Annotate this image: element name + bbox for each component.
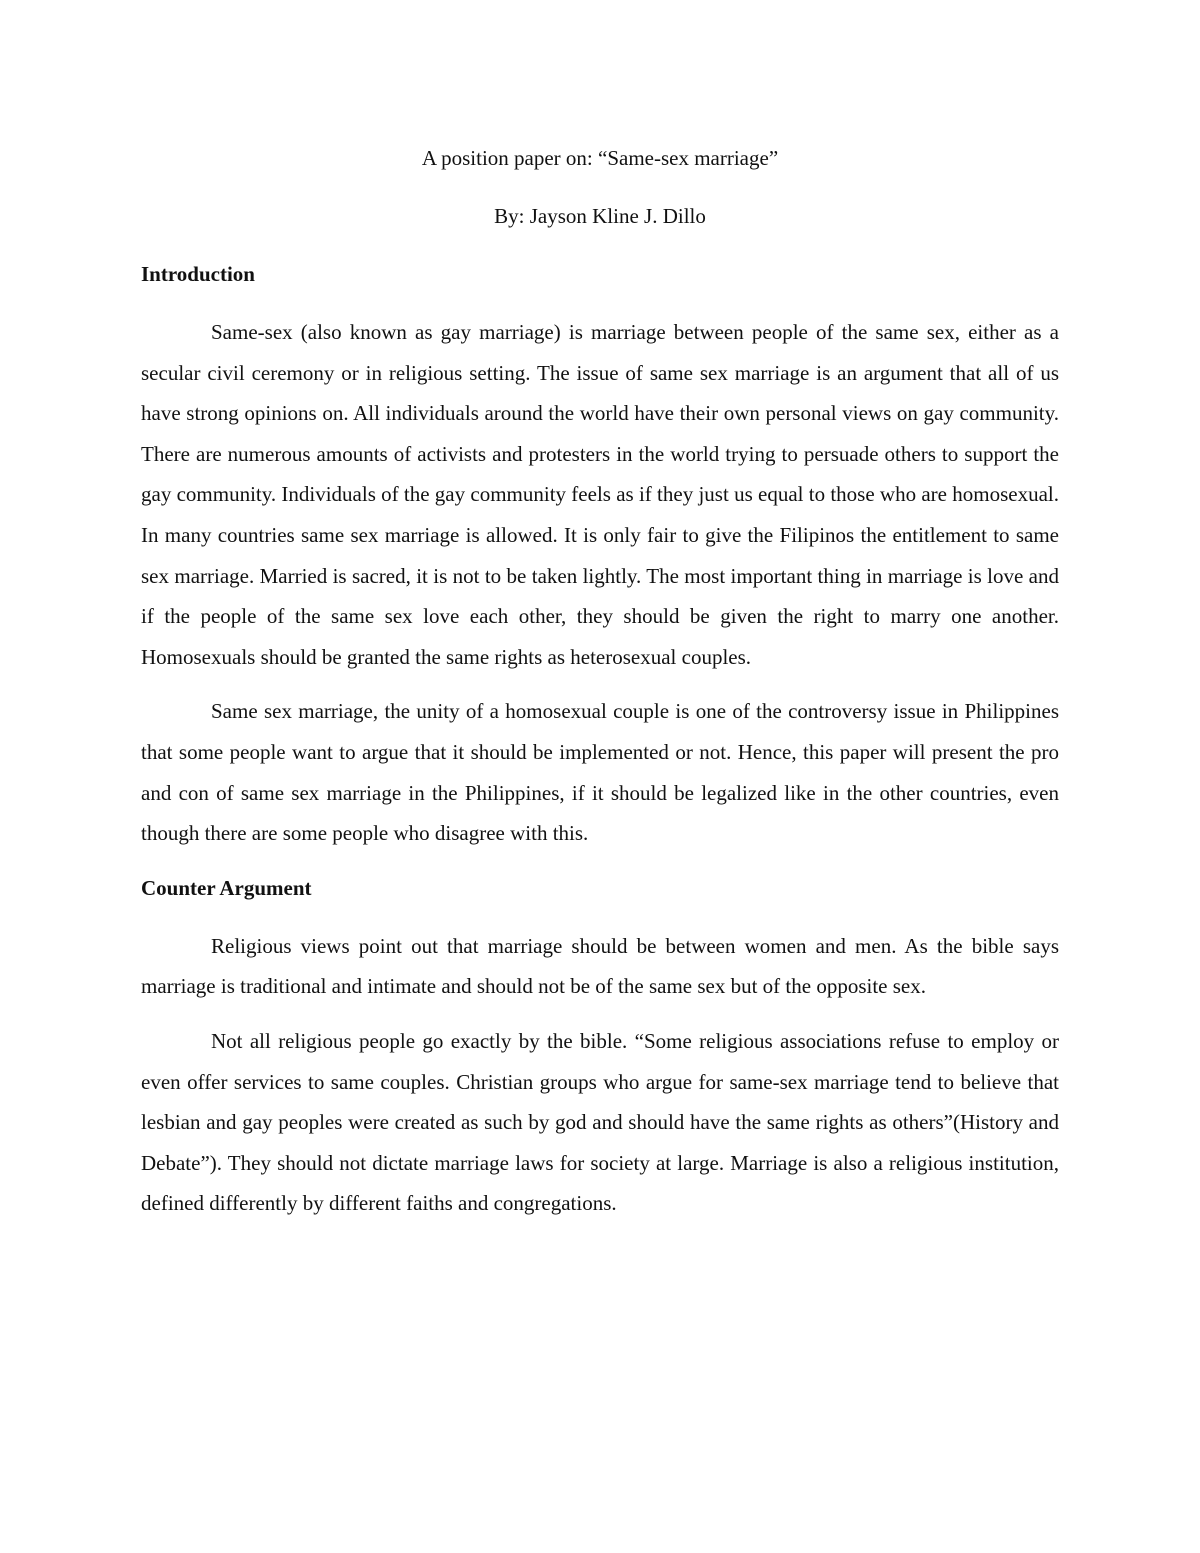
section-heading-introduction: Introduction <box>141 262 255 286</box>
section-heading-counter-argument: Counter Argument <box>141 875 312 900</box>
document-body <box>141 140 1059 1224</box>
document-title: A position paper on: “Same-sex marriage” <box>421 146 779 170</box>
document-author: By: Jayson Kline J. Dillo <box>494 204 706 228</box>
introduction-paragraph-2: Same sex marriage, the unity of a homosexual couple is one of the controversy issue in Philippines that some people want to argue that it should be implemented or not. Hence, this paper will present the pro and con of same sex marriage in the Philippines, if it should be legalized like in the other countries, even though there are some people who disagree with this. <box>141 699 1059 846</box>
counter-argument-paragraph-2: Not all religious people go exactly by the bible. “Some religious associations refuse to employ or even offer services to same couples. Christian groups who argue for same-sex marriage tend to believe that lesbian and gay peoples were created as such by god and should have the same rights as others”(History and Debate”). They should not dictate marriage laws for society at large. Marriage is also a religious institution, defined differently by different faiths and congregations. <box>141 1028 1059 1216</box>
introduction-paragraph-1: Same-sex (also known as gay marriage) is marriage between people of the same sex, either as a secular civil ceremony or in religious setting. The issue of same sex marriage is an argument that all of us have strong opinions on. All individuals around the world have their own personal views on gay community. There are numerous amounts of activists and protesters in the world trying to persuade others to support the gay community. Individuals of the gay community feels as if they just us equal to those who are homosexual. In many countries same sex marriage is allowed. It is only fair to give the Filipinos the entitlement to same sex marriage. Married is sacred, it is not to be taken lightly. The most important thing in marriage is love and if the people of the same sex love each other, they should be given the right to marry one another. Homosexuals should be granted the same rights as heterosexual couples. <box>141 320 1059 669</box>
counter-argument-paragraph-1: Religious views point out that marriage should be between women and men. As the bible says marriage is traditional and intimate and should not be of the same sex but of the opposite sex. <box>141 933 1059 999</box>
